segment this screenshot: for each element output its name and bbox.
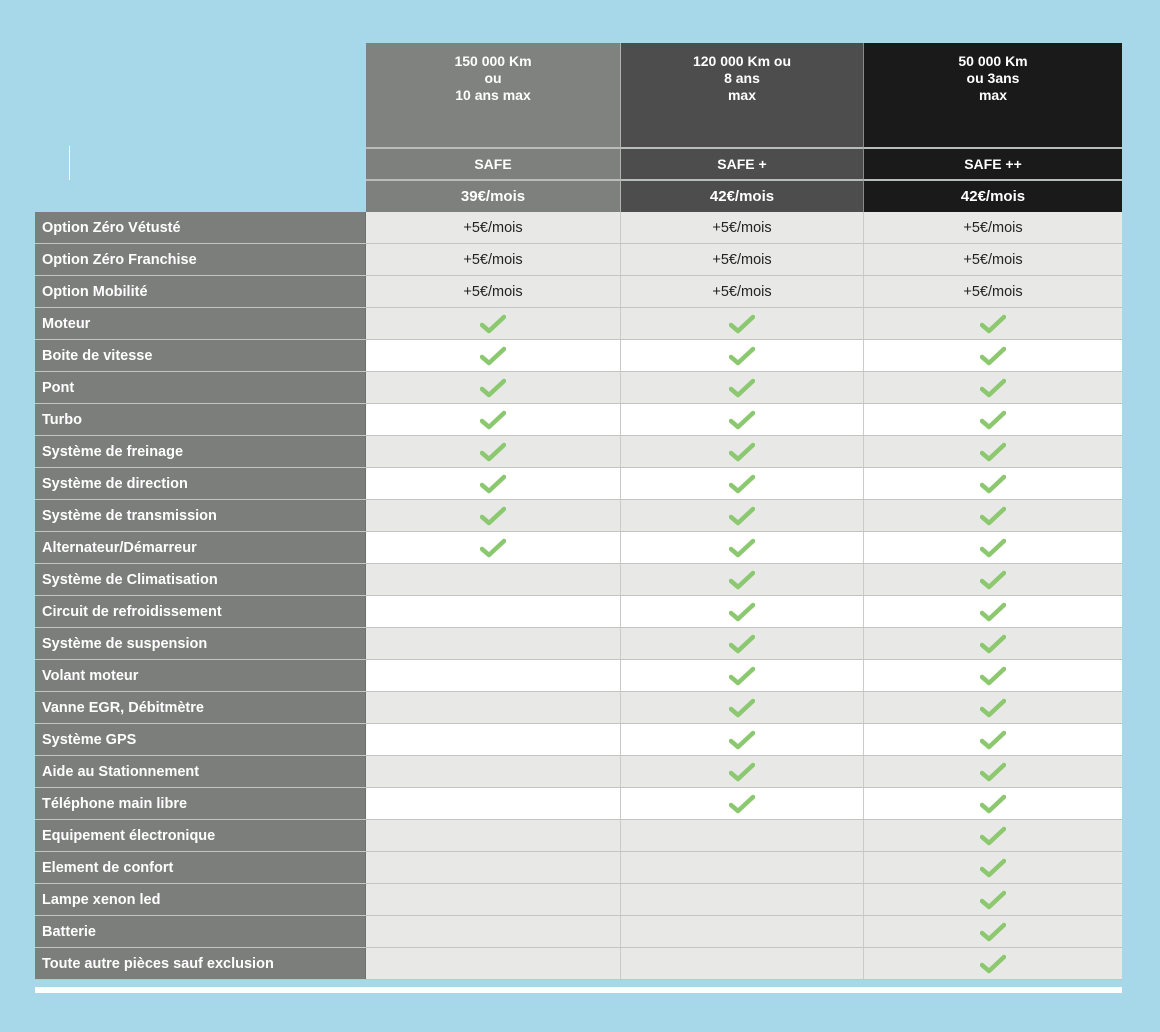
table-row [35, 564, 1122, 596]
table-row [35, 212, 1122, 244]
option-price-cell: +5€/mois [366, 212, 621, 243]
check-icon [729, 410, 755, 430]
empty-cell [366, 660, 621, 691]
check-icon [480, 410, 506, 430]
check-icon [729, 378, 755, 398]
coverage-cell [621, 724, 864, 755]
check-icon [980, 762, 1006, 782]
check-icon [980, 634, 1006, 654]
coverage-cell [621, 500, 864, 531]
check-icon [729, 346, 755, 366]
row-label: Système de Climatisation [35, 564, 366, 595]
coverage-cell [366, 436, 621, 467]
coverage-cell [864, 916, 1122, 947]
coverage-cell [864, 308, 1122, 339]
coverage-cell [621, 692, 864, 723]
coverage-cell [864, 628, 1122, 659]
table-row [35, 916, 1122, 948]
row-label: Vanne EGR, Débitmètre [35, 692, 366, 723]
table-row [35, 788, 1122, 820]
table-row [35, 436, 1122, 468]
option-price-cell: +5€/mois [621, 212, 864, 243]
check-icon [729, 570, 755, 590]
check-icon [980, 954, 1006, 974]
coverage-cell [621, 660, 864, 691]
check-icon [480, 442, 506, 462]
row-label: Batterie [35, 916, 366, 947]
table-row [35, 884, 1122, 916]
coverage-cell [864, 532, 1122, 563]
plan-name-safe: SAFE [366, 147, 621, 179]
empty-cell [621, 852, 864, 883]
check-icon [729, 666, 755, 686]
check-icon [729, 730, 755, 750]
empty-cell [366, 884, 621, 915]
empty-cell [621, 884, 864, 915]
check-icon [729, 442, 755, 462]
option-price-cell: +5€/mois [366, 244, 621, 275]
coverage-cell [864, 660, 1122, 691]
coverage-cell [864, 596, 1122, 627]
coverage-cell [366, 340, 621, 371]
table-row [35, 500, 1122, 532]
coverage-cell [621, 404, 864, 435]
coverage-cell [864, 852, 1122, 883]
table-row [35, 308, 1122, 340]
coverage-cell [621, 308, 864, 339]
row-label: Option Zéro Vétusté [35, 212, 366, 243]
row-label: Volant moteur [35, 660, 366, 691]
check-icon [980, 730, 1006, 750]
check-icon [980, 602, 1006, 622]
empty-cell [366, 692, 621, 723]
mileage-safe-plus-plus: 50 000 Km ou 3ans max [864, 43, 1122, 147]
coverage-cell [621, 340, 864, 371]
check-icon [480, 378, 506, 398]
coverage-cell [621, 564, 864, 595]
coverage-table [35, 212, 1122, 980]
row-label: Système de suspension [35, 628, 366, 659]
row-label: Téléphone main libre [35, 788, 366, 819]
check-icon [729, 474, 755, 494]
row-label: Boite de vitesse [35, 340, 366, 371]
check-icon [729, 698, 755, 718]
coverage-cell [621, 468, 864, 499]
row-label: Alternateur/Démarreur [35, 532, 366, 563]
check-icon [980, 698, 1006, 718]
check-icon [980, 314, 1006, 334]
table-bottom-border [35, 987, 1122, 993]
check-icon [480, 346, 506, 366]
check-icon [980, 922, 1006, 942]
row-label: Option Zéro Franchise [35, 244, 366, 275]
coverage-cell [621, 628, 864, 659]
check-icon [980, 378, 1006, 398]
coverage-cell [366, 500, 621, 531]
option-price-cell: +5€/mois [621, 276, 864, 307]
table-row [35, 372, 1122, 404]
coverage-cell [864, 500, 1122, 531]
mileage-safe: 150 000 Km ou 10 ans max [366, 43, 621, 147]
coverage-cell [864, 884, 1122, 915]
row-label: Option Mobilité [35, 276, 366, 307]
table-row [35, 948, 1122, 980]
plan-header [366, 43, 1122, 212]
check-icon [980, 474, 1006, 494]
coverage-cell [864, 340, 1122, 371]
check-icon [729, 762, 755, 782]
check-icon [480, 506, 506, 526]
row-label: Lampe xenon led [35, 884, 366, 915]
plan-name-safe-plus-plus: SAFE ++ [864, 147, 1122, 179]
row-label: Element de confort [35, 852, 366, 883]
mileage-safe-plus: 120 000 Km ou 8 ans max [621, 43, 864, 147]
coverage-cell [864, 372, 1122, 403]
coverage-cell [621, 596, 864, 627]
coverage-cell [621, 436, 864, 467]
empty-cell [621, 820, 864, 851]
coverage-cell [864, 436, 1122, 467]
row-label: Aide au Stationnement [35, 756, 366, 787]
table-row [35, 468, 1122, 500]
coverage-cell [366, 308, 621, 339]
table-row [35, 596, 1122, 628]
check-icon [729, 634, 755, 654]
coverage-cell [864, 564, 1122, 595]
check-icon [980, 506, 1006, 526]
coverage-cell [621, 756, 864, 787]
coverage-cell [366, 372, 621, 403]
price-row [366, 179, 1122, 212]
table-row [35, 660, 1122, 692]
coverage-cell [864, 404, 1122, 435]
table-row [35, 692, 1122, 724]
table-row [35, 276, 1122, 308]
coverage-cell [864, 788, 1122, 819]
empty-cell [366, 788, 621, 819]
coverage-cell [864, 468, 1122, 499]
coverage-cell [621, 372, 864, 403]
option-price-cell: +5€/mois [864, 244, 1122, 275]
row-label: Système de direction [35, 468, 366, 499]
table-row [35, 820, 1122, 852]
coverage-cell [621, 788, 864, 819]
coverage-cell [864, 948, 1122, 979]
divider-mark [69, 146, 70, 180]
coverage-cell [864, 756, 1122, 787]
option-price-cell: +5€/mois [621, 244, 864, 275]
check-icon [980, 666, 1006, 686]
empty-cell [366, 596, 621, 627]
row-label: Système de freinage [35, 436, 366, 467]
table-row [35, 532, 1122, 564]
check-icon [729, 538, 755, 558]
empty-cell [621, 948, 864, 979]
plan-name-row [366, 147, 1122, 179]
table-row [35, 628, 1122, 660]
table-row [35, 756, 1122, 788]
price-safe: 39€/mois [366, 179, 621, 212]
option-price-cell: +5€/mois [366, 276, 621, 307]
row-label: Pont [35, 372, 366, 403]
row-label: Equipement électronique [35, 820, 366, 851]
empty-cell [366, 564, 621, 595]
check-icon [980, 442, 1006, 462]
check-icon [480, 314, 506, 334]
table-row [35, 244, 1122, 276]
empty-cell [366, 852, 621, 883]
check-icon [980, 826, 1006, 846]
check-icon [980, 570, 1006, 590]
price-safe-plus: 42€/mois [621, 179, 864, 212]
table-row [35, 724, 1122, 756]
table-row [35, 340, 1122, 372]
check-icon [980, 538, 1006, 558]
coverage-cell [864, 820, 1122, 851]
coverage-cell [864, 724, 1122, 755]
coverage-cell [366, 468, 621, 499]
row-label: Moteur [35, 308, 366, 339]
check-icon [729, 314, 755, 334]
option-price-cell: +5€/mois [864, 212, 1122, 243]
coverage-cell [864, 692, 1122, 723]
option-price-cell: +5€/mois [864, 276, 1122, 307]
check-icon [729, 794, 755, 814]
check-icon [980, 858, 1006, 878]
price-safe-plus-plus: 42€/mois [864, 179, 1122, 212]
check-icon [980, 890, 1006, 910]
row-label: Turbo [35, 404, 366, 435]
check-icon [480, 474, 506, 494]
empty-cell [366, 724, 621, 755]
table-row [35, 404, 1122, 436]
check-icon [980, 794, 1006, 814]
coverage-cell [366, 532, 621, 563]
check-icon [480, 538, 506, 558]
empty-cell [621, 916, 864, 947]
coverage-cell [621, 532, 864, 563]
row-label: Système GPS [35, 724, 366, 755]
empty-cell [366, 948, 621, 979]
check-icon [980, 346, 1006, 366]
empty-cell [366, 916, 621, 947]
empty-cell [366, 756, 621, 787]
check-icon [980, 410, 1006, 430]
check-icon [729, 602, 755, 622]
coverage-cell [366, 404, 621, 435]
empty-cell [366, 820, 621, 851]
plan-name-safe-plus: SAFE + [621, 147, 864, 179]
row-label: Circuit de refroidissement [35, 596, 366, 627]
table-row [35, 852, 1122, 884]
row-label: Toute autre pièces sauf exclusion [35, 948, 366, 979]
empty-cell [366, 628, 621, 659]
check-icon [729, 506, 755, 526]
mileage-row [366, 43, 1122, 147]
row-label: Système de transmission [35, 500, 366, 531]
